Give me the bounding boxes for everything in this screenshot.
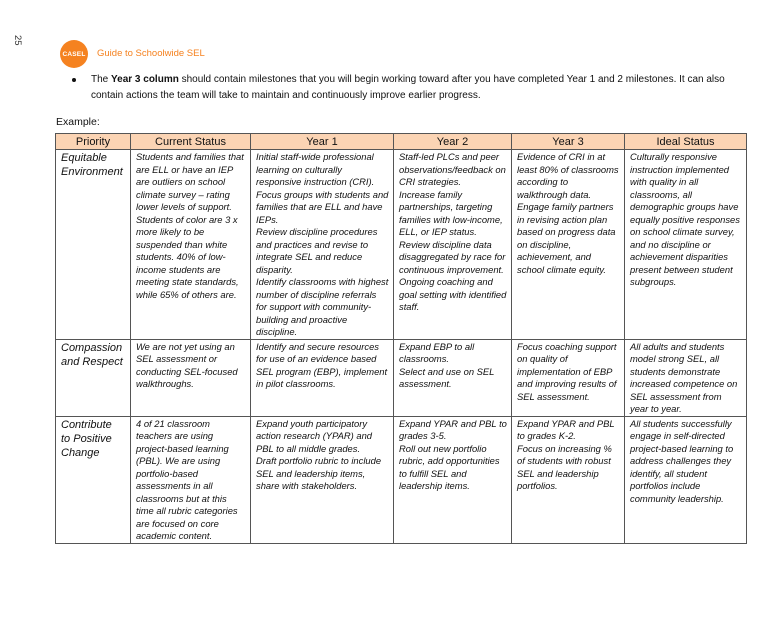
priority-label-line: Environment (61, 166, 123, 178)
cell-paragraph: All students successfully engage in self-directed project-based learning to address challenges they identify, all student portfolios include community leadership. (630, 417, 734, 504)
milestone-table (55, 133, 747, 544)
year-2-cell (394, 416, 512, 543)
table-row-compassion-and-respect (56, 339, 747, 416)
cell-paragraph: Ongoing coaching and goal setting with identified staff. (399, 276, 507, 312)
ideal-status-cell (625, 416, 747, 543)
bullet-icon (72, 78, 76, 82)
table-row-contribute-to-positive-change (56, 416, 747, 543)
intro-emphasis: Year 3 column (111, 74, 179, 85)
current-status-cell (131, 416, 251, 543)
cell-paragraph: Expand YPAR and PBL to grades 3-5. (399, 417, 507, 441)
year-2-cell (394, 150, 512, 340)
cell-paragraph: Select and use on SEL assessment. (399, 365, 495, 389)
guide-title: Guide to Schoolwide SEL (97, 48, 205, 59)
column-header-year-3: Year 3 (512, 134, 625, 150)
column-header-ideal-status: Ideal Status (625, 134, 747, 150)
cell-paragraph: Review discipline data disaggregated by race for continuous improvement. (399, 238, 506, 275)
cell-paragraph: Expand youth participatory action research (YPAR) and PBL to all middle grades. (256, 417, 373, 454)
table-header-row (56, 134, 747, 150)
year-1-cell (251, 339, 394, 416)
current-status-cell (131, 339, 251, 416)
priority-label-line: Compassion (61, 341, 123, 354)
cell-paragraph: Draft portfolio rubric to include SEL and leadership items, share with stakeholders. (256, 455, 382, 491)
ideal-status-cell (625, 150, 747, 340)
cell-paragraph: Staff-led PLCs and peer observations/feedback on CRI strategies. (399, 151, 506, 187)
priority-label-line: Equitable (61, 152, 107, 164)
table-row-equitable-environment (56, 150, 747, 340)
priority-cell (56, 150, 131, 340)
priority-label-line: Contribute (61, 418, 112, 431)
casel-logo (60, 40, 88, 68)
cell-paragraph: Identify classrooms with highest number of discipline referrals for support with community-building and proactive discipline. (256, 276, 389, 337)
ideal-status-cell (625, 339, 747, 416)
cell-paragraph: Expand YPAR and PBL to grades K-2. (517, 417, 615, 441)
cell-paragraph: Roll out new portfolio rubric, add opportunities to fulfill SEL and leadership items. (399, 442, 500, 491)
cell-paragraph: Students of color are 3 x more likely to be suspended than white students. 40% of low-income students are meeting state standards, while 65% of others are. (136, 213, 239, 300)
cell-paragraph: Focus groups with students and families that are ELL and have IEPs. (256, 188, 389, 225)
priority-cell (56, 416, 131, 543)
priority-label-line: and Respect (61, 355, 123, 368)
column-header-current-status: Current Status (131, 134, 251, 150)
year-3-cell (512, 339, 625, 416)
priority-label-line: Change (61, 446, 100, 459)
priority-label-line: to Positive (61, 432, 112, 445)
priority-cell (56, 339, 131, 416)
year-1-cell (251, 150, 394, 340)
year-1-cell (251, 416, 394, 543)
cell-paragraph: Identify and secure resources for use of an evidence based SEL program (EBP), implement in pilot classrooms. (256, 340, 388, 389)
cell-paragraph: Expand EBP to all classrooms. (399, 340, 475, 364)
column-header-priority: Priority (56, 134, 131, 150)
cell-paragraph: Focus coaching support on quality of implementation of EBP and improving results of SEL assessment. (517, 340, 617, 402)
cell-paragraph: All adults and students model strong SEL, all students demonstrate increased competence on SEL assessment from year to year. (630, 340, 738, 414)
year-2-cell (394, 339, 512, 416)
intro-text-rest: should contain milestones that you will begin working toward after you have completed Year 1 and 2 milestones. It can also contain actions the team will take to maintain and continuously improve earlier progress. (91, 74, 725, 101)
example-label: Example: (56, 116, 100, 128)
cell-paragraph: Culturally responsive instruction implemented with quality in all classrooms, all demographic groups have equally positive responses on school climate survey, and no discipline or achievement disparities present between student subgroups. (630, 151, 740, 287)
cell-paragraph: Increase family partnerships, targeting families with low-income, ELL, or IEP status. (399, 188, 503, 237)
cell-paragraph: 4 of 21 classroom teachers are using project-based learning (PBL). We are using portfolio-based assessments in all classrooms but at this time all rubric categories are focused on core academic content. (136, 417, 238, 541)
cell-paragraph: Students and families that are ELL or have an IEP are outliers on school climate survey – rating lower levels of support. (136, 151, 244, 212)
column-header-year-2: Year 2 (394, 134, 512, 150)
page-number: 25 (12, 35, 23, 46)
cell-paragraph: We are not yet using an SEL assessment or conducting SEL-focused walkthroughs. (136, 340, 238, 389)
cell-paragraph: Review discipline procedures and practices and revise to integrate SEL and reduce disparity. (256, 226, 378, 275)
intro-paragraph (91, 72, 746, 104)
year-3-cell (512, 416, 625, 543)
intro-text-start: The (91, 74, 112, 85)
column-header-year-1: Year 1 (251, 134, 394, 150)
current-status-cell (131, 150, 251, 340)
casel-logo-text: CASEL (62, 50, 86, 58)
cell-paragraph: Engage family partners in revising action plan based on progress data on discipline, achievement, and school climate equity. (517, 201, 616, 275)
cell-paragraph: Focus on increasing % of students with robust SEL and leadership portfolios. (517, 442, 612, 491)
cell-paragraph: Initial staff-wide professional learning on culturally responsive instruction (CRI). (256, 151, 375, 187)
year-3-cell (512, 150, 625, 340)
cell-paragraph: Evidence of CRI in at least 80% of classrooms according to walkthrough data. (517, 151, 619, 200)
